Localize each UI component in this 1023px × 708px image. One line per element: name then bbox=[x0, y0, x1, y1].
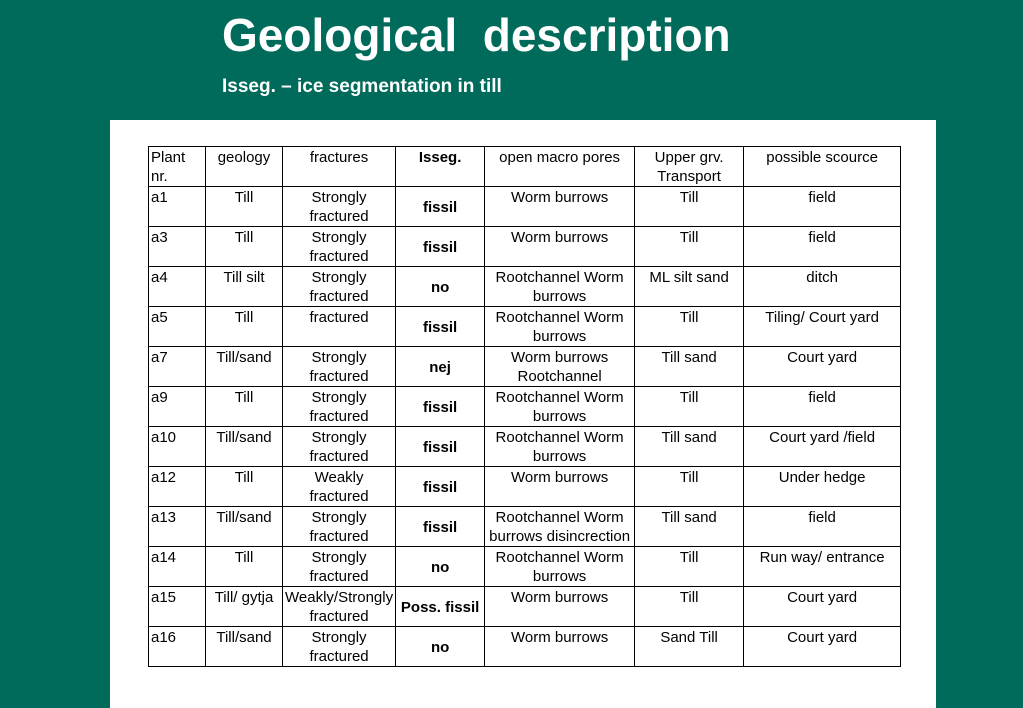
cell-fractures: Strongly fractured bbox=[283, 387, 396, 427]
cell-fractures: Strongly fractured bbox=[283, 507, 396, 547]
cell-plant-nr: a3 bbox=[149, 227, 206, 267]
cell-isseg: nej bbox=[396, 347, 485, 387]
cell-open-macro-pores: Worm burrows bbox=[485, 467, 635, 507]
cell-open-macro-pores: Rootchannel Worm burrows bbox=[485, 307, 635, 347]
cell-plant-nr: a15 bbox=[149, 587, 206, 627]
page-subtitle: Isseg. – ice segmentation in till bbox=[222, 76, 502, 97]
table-row bbox=[149, 587, 901, 627]
cell-geology: Till bbox=[206, 467, 283, 507]
cell-plant-nr: a7 bbox=[149, 347, 206, 387]
cell-geology: Till/sand bbox=[206, 507, 283, 547]
cell-possible-scource: field bbox=[744, 387, 901, 427]
cell-isseg: fissil bbox=[396, 467, 485, 507]
cell-geology: Till/sand bbox=[206, 627, 283, 667]
col-header-upper-grv-transport: Upper grv. Transport bbox=[635, 147, 744, 187]
cell-isseg: fissil bbox=[396, 307, 485, 347]
cell-fractures: Strongly fractured bbox=[283, 267, 396, 307]
cell-isseg: no bbox=[396, 627, 485, 667]
cell-upper-grv-transport: Till bbox=[635, 307, 744, 347]
cell-fractures: Strongly fractured bbox=[283, 187, 396, 227]
cell-geology: Till silt bbox=[206, 267, 283, 307]
cell-isseg: fissil bbox=[396, 507, 485, 547]
table-row bbox=[149, 627, 901, 667]
cell-upper-grv-transport: ML silt sand bbox=[635, 267, 744, 307]
cell-open-macro-pores: Worm burrows bbox=[485, 187, 635, 227]
table-row bbox=[149, 307, 901, 347]
cell-fractures: Strongly fractured bbox=[283, 627, 396, 667]
table-row bbox=[149, 187, 901, 227]
cell-isseg: fissil bbox=[396, 427, 485, 467]
cell-possible-scource: ditch bbox=[744, 267, 901, 307]
cell-possible-scource: Run way/ entrance bbox=[744, 547, 901, 587]
cell-geology: Till bbox=[206, 307, 283, 347]
table-row bbox=[149, 427, 901, 467]
cell-possible-scource: Court yard /field bbox=[744, 427, 901, 467]
cell-fractures: Strongly fractured bbox=[283, 427, 396, 467]
cell-plant-nr: a10 bbox=[149, 427, 206, 467]
cell-fractures: Weakly fractured bbox=[283, 467, 396, 507]
cell-isseg: fissil bbox=[396, 187, 485, 227]
cell-open-macro-pores: Rootchannel Worm burrows bbox=[485, 387, 635, 427]
cell-plant-nr: a12 bbox=[149, 467, 206, 507]
cell-upper-grv-transport: Sand Till bbox=[635, 627, 744, 667]
cell-possible-scource: Under hedge bbox=[744, 467, 901, 507]
cell-possible-scource: field bbox=[744, 187, 901, 227]
cell-plant-nr: a4 bbox=[149, 267, 206, 307]
cell-upper-grv-transport: Till bbox=[635, 227, 744, 267]
table-row bbox=[149, 387, 901, 427]
table-row bbox=[149, 507, 901, 547]
cell-isseg: Poss. fissil bbox=[396, 587, 485, 627]
cell-upper-grv-transport: Till bbox=[635, 187, 744, 227]
cell-open-macro-pores: Worm burrows Rootchannel bbox=[485, 347, 635, 387]
col-header-possible-scource: possible scource bbox=[744, 147, 901, 187]
cell-plant-nr: a5 bbox=[149, 307, 206, 347]
cell-upper-grv-transport: Till sand bbox=[635, 427, 744, 467]
cell-plant-nr: a16 bbox=[149, 627, 206, 667]
col-header-isseg: Isseg. bbox=[396, 147, 485, 187]
cell-fractures: Strongly fractured bbox=[283, 547, 396, 587]
content-panel bbox=[110, 120, 936, 708]
page-title: Geological description bbox=[222, 9, 731, 61]
table-row bbox=[149, 467, 901, 507]
cell-open-macro-pores: Rootchannel Worm burrows disincrection bbox=[485, 507, 635, 547]
table-row bbox=[149, 227, 901, 267]
cell-geology: Till bbox=[206, 387, 283, 427]
cell-possible-scource: Court yard bbox=[744, 627, 901, 667]
cell-possible-scource: Court yard bbox=[744, 587, 901, 627]
cell-isseg: no bbox=[396, 547, 485, 587]
geology-table bbox=[148, 146, 901, 667]
table-header-row bbox=[149, 147, 901, 187]
cell-fractures: Strongly fractured bbox=[283, 227, 396, 267]
cell-upper-grv-transport: Till bbox=[635, 387, 744, 427]
cell-possible-scource: Court yard bbox=[744, 347, 901, 387]
col-header-open-macro-pores: open macro pores bbox=[485, 147, 635, 187]
table-row bbox=[149, 547, 901, 587]
cell-upper-grv-transport: Till bbox=[635, 467, 744, 507]
cell-possible-scource: field bbox=[744, 507, 901, 547]
cell-fractures: Weakly/Strongly fractured bbox=[283, 587, 396, 627]
cell-upper-grv-transport: Till sand bbox=[635, 507, 744, 547]
cell-geology: Till/ gytja bbox=[206, 587, 283, 627]
cell-possible-scource: Tiling/ Court yard bbox=[744, 307, 901, 347]
col-header-plant-nr: Plant nr. bbox=[149, 147, 206, 187]
cell-open-macro-pores: Worm burrows bbox=[485, 227, 635, 267]
cell-geology: Till/sand bbox=[206, 347, 283, 387]
cell-fractures: fractured bbox=[283, 307, 396, 347]
cell-isseg: no bbox=[396, 267, 485, 307]
cell-geology: Till bbox=[206, 187, 283, 227]
cell-upper-grv-transport: Till bbox=[635, 587, 744, 627]
table-row bbox=[149, 347, 901, 387]
cell-fractures: Strongly fractured bbox=[283, 347, 396, 387]
col-header-fractures: fractures bbox=[283, 147, 396, 187]
table-row bbox=[149, 267, 901, 307]
table-body bbox=[149, 187, 901, 667]
cell-open-macro-pores: Rootchannel Worm burrows bbox=[485, 547, 635, 587]
cell-plant-nr: a14 bbox=[149, 547, 206, 587]
cell-open-macro-pores: Rootchannel Worm burrows bbox=[485, 427, 635, 467]
cell-geology: Till/sand bbox=[206, 427, 283, 467]
cell-open-macro-pores: Worm burrows bbox=[485, 587, 635, 627]
cell-plant-nr: a1 bbox=[149, 187, 206, 227]
cell-geology: Till bbox=[206, 227, 283, 267]
cell-open-macro-pores: Worm burrows bbox=[485, 627, 635, 667]
cell-isseg: fissil bbox=[396, 227, 485, 267]
cell-possible-scource: field bbox=[744, 227, 901, 267]
cell-isseg: fissil bbox=[396, 387, 485, 427]
col-header-geology: geology bbox=[206, 147, 283, 187]
cell-open-macro-pores: Rootchannel Worm burrows bbox=[485, 267, 635, 307]
cell-upper-grv-transport: Till bbox=[635, 547, 744, 587]
cell-upper-grv-transport: Till sand bbox=[635, 347, 744, 387]
cell-plant-nr: a13 bbox=[149, 507, 206, 547]
cell-geology: Till bbox=[206, 547, 283, 587]
cell-plant-nr: a9 bbox=[149, 387, 206, 427]
